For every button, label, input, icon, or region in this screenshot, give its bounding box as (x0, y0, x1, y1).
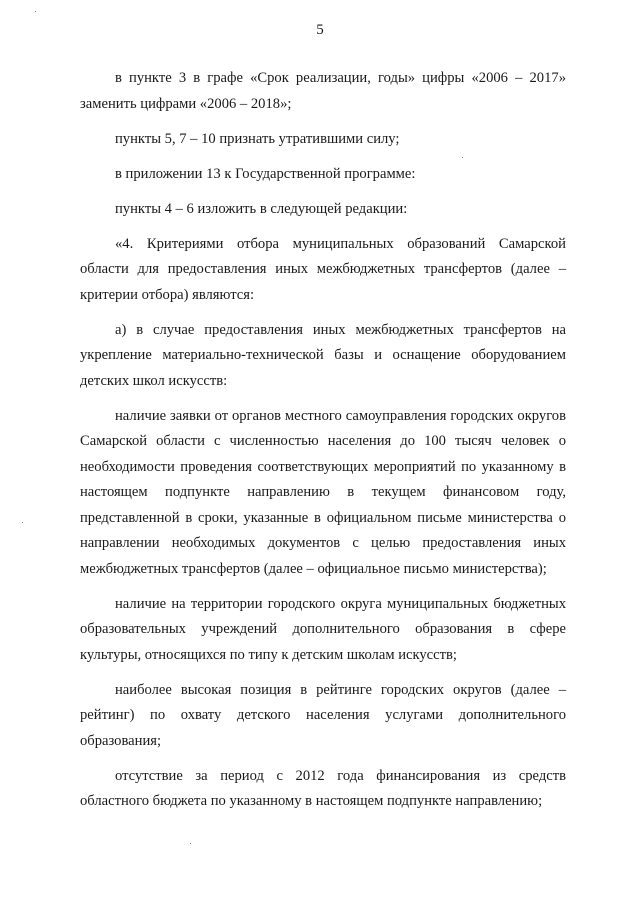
paragraph-7: наличие заявки от органов местного самоуправления городских округов Самарской области с численностью населения до 100 тысяч человек о необходимости проведения соответствующих мероприятий по указанному в настоящем подпункте направлению в текущем финансовом году, представленной в сроки, указанные в официальном письме министерства о направлении необходимых документов с целью предоставления иных межбюджетных трансфертов (далее – официальное письмо министерства); (80, 407, 566, 577)
scan-speck (190, 843, 191, 844)
paragraph-2: пункты 5, 7 – 10 признать утратившими силу; (115, 130, 400, 147)
paragraph-9: наиболее высокая позиция в рейтинге городских округов (далее – рейтинг) по охвату детского населения услугами дополнительного образования; (80, 681, 566, 749)
document-body (80, 66, 566, 824)
paragraph-8: наличие на территории городского округа муниципальных бюджетных образовательных учреждений дополнительного образования в сфере культуры, относящихся по типу к детским школам искусств; (80, 595, 566, 663)
paragraph-1: в пункте 3 в графе «Срок реализации, годы» цифры «2006 – 2017» заменить цифрами «2006 – 2018»; (80, 70, 566, 112)
paragraph-5: «4. Критериями отбора муниципальных образований Самарской области для предоставления иных межбюджетных трансфертов (далее – критерии отбора) являются: (80, 235, 566, 303)
paragraph-3: в приложении 13 к Государственной программе: (115, 165, 416, 182)
paragraph-4: пункты 4 – 6 изложить в следующей редакции: (115, 200, 408, 217)
scan-speck (22, 522, 23, 523)
scan-speck (462, 157, 463, 158)
paragraph-10: отсутствие за период с 2012 года финансирования из средств областного бюджета по указанному в настоящем подпункте направлению; (80, 767, 566, 809)
paragraph-6: а) в случае предоставления иных межбюджетных трансфертов на укрепление материально-технической базы и оснащение оборудованием детских школ искусств: (80, 321, 566, 389)
page-number: 5 (316, 22, 324, 38)
scan-speck (35, 11, 36, 12)
